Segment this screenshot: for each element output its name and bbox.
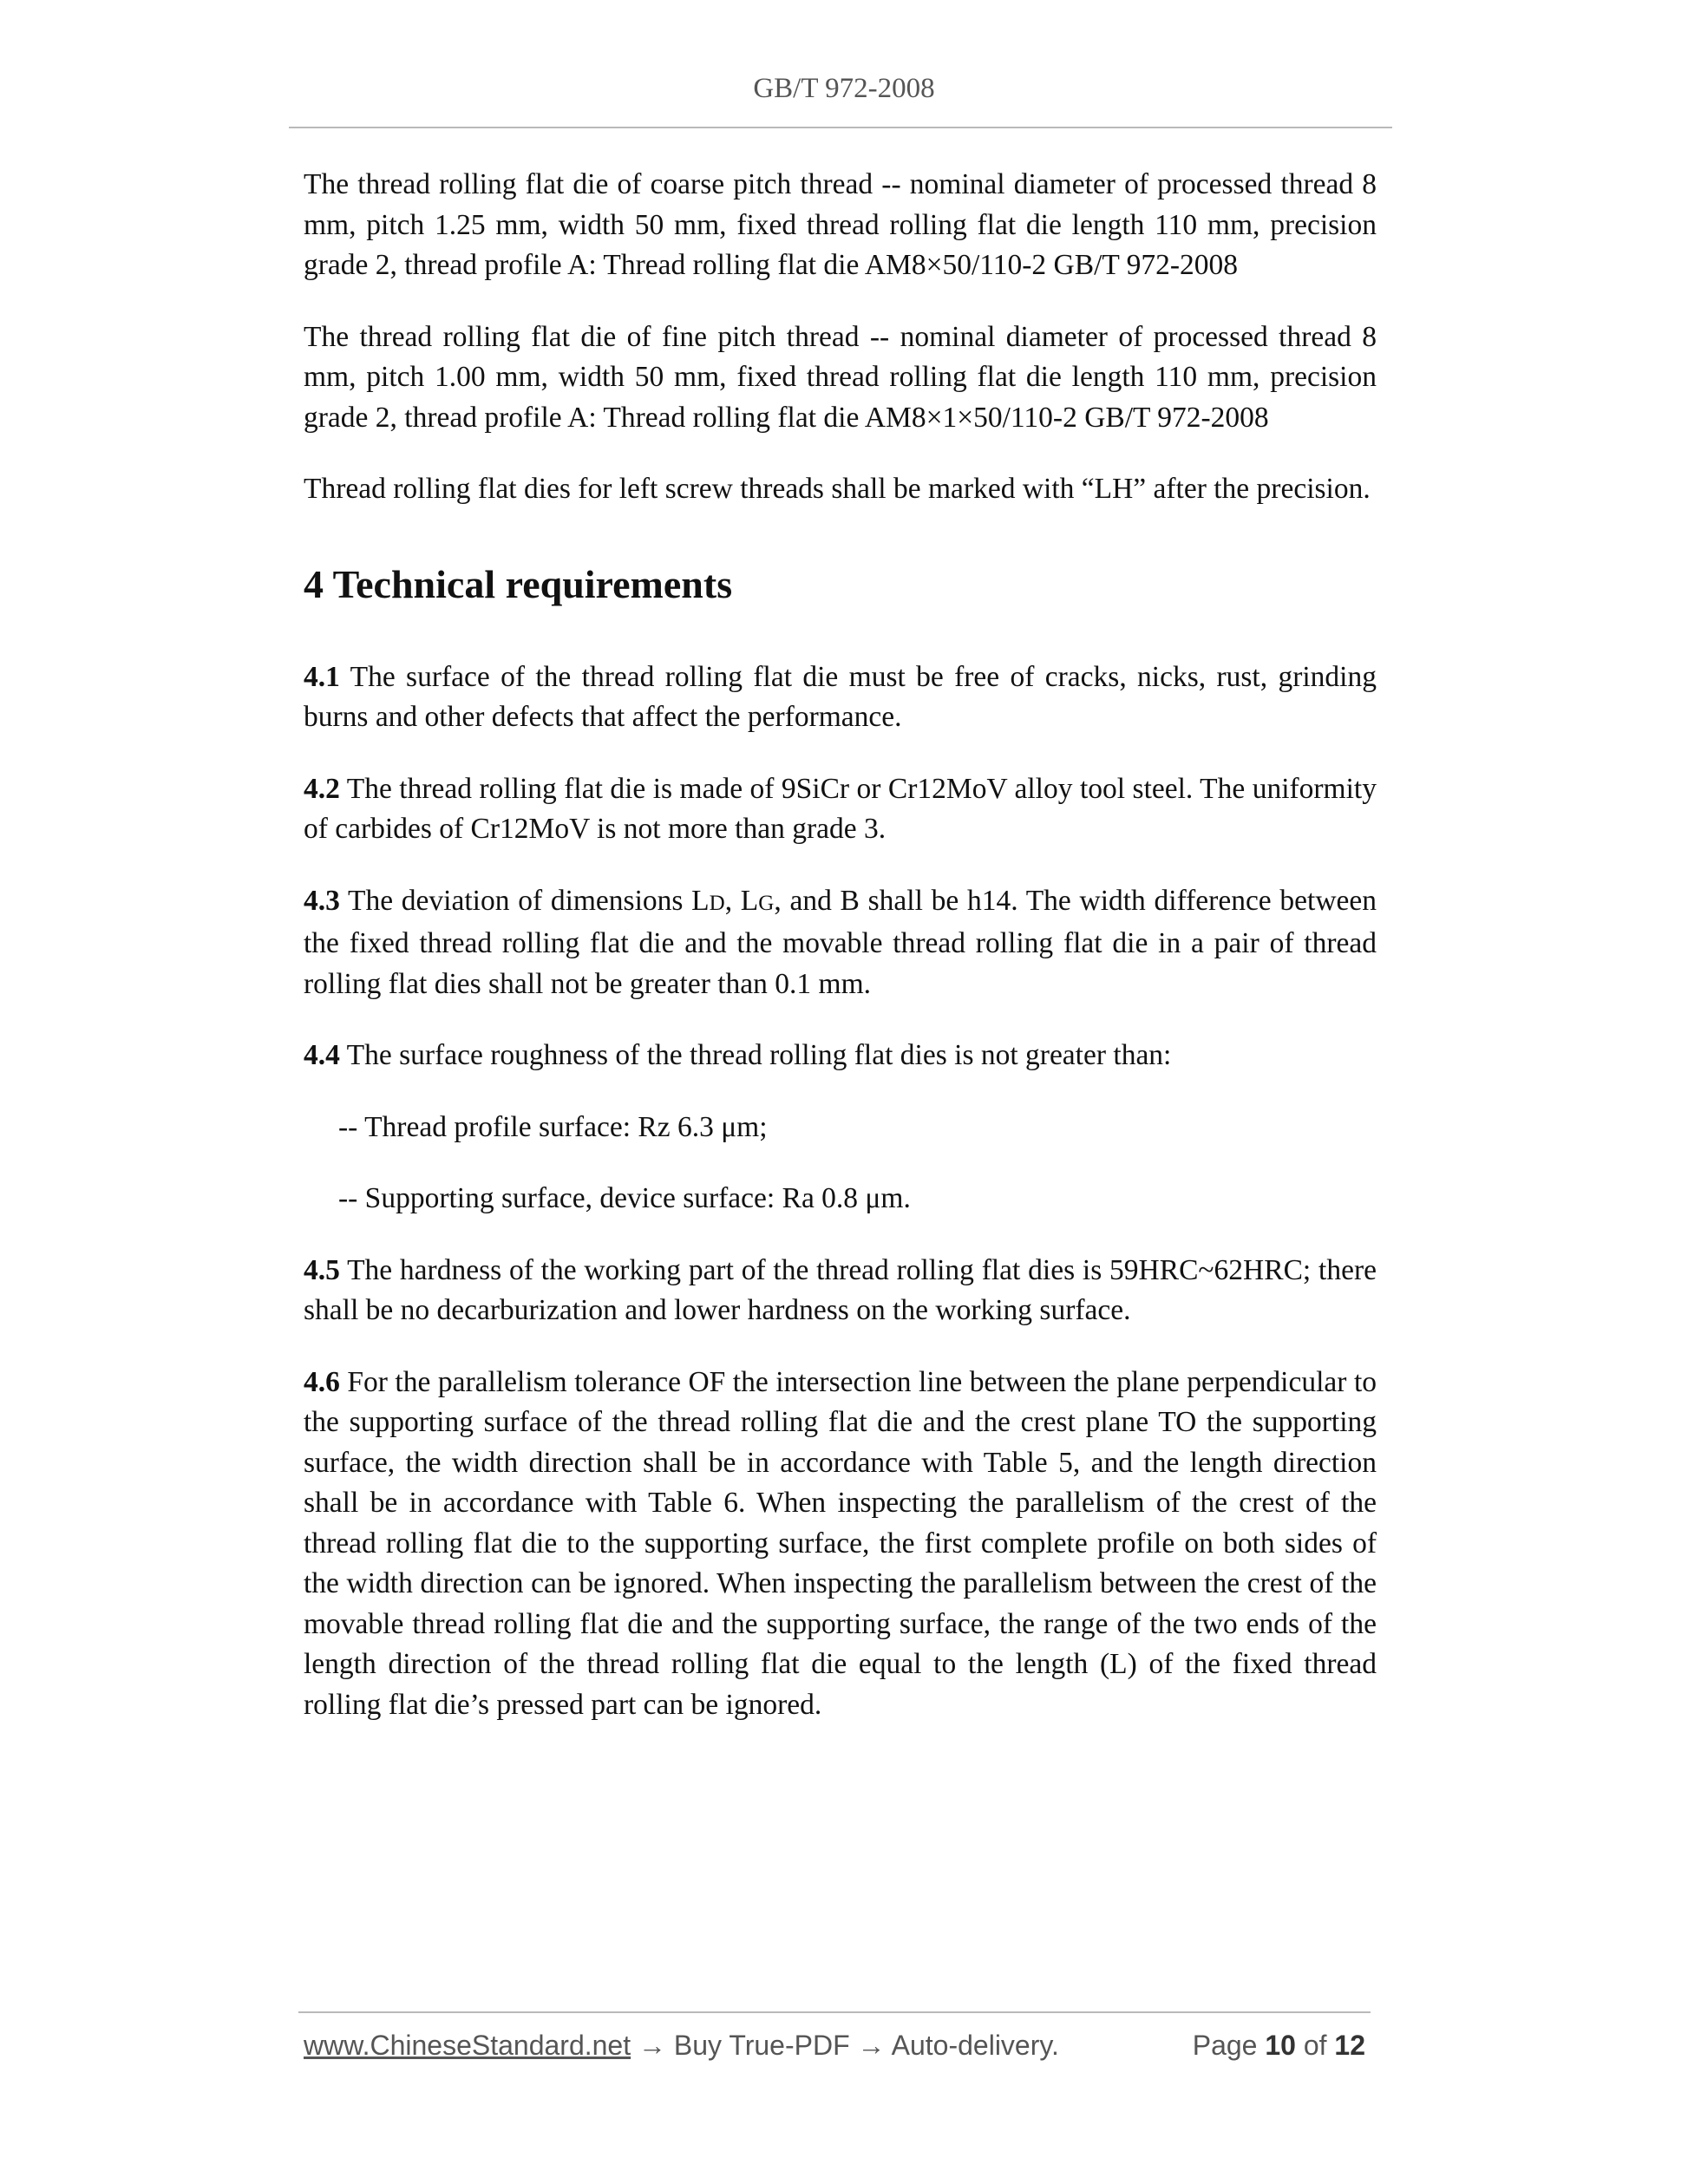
- clause-text: , L: [724, 884, 759, 917]
- arrow-right-icon: →: [857, 2030, 886, 2061]
- website-link[interactable]: www.ChineseStandard.net: [304, 2030, 631, 2061]
- buy-true-pdf-text: Buy True-PDF: [673, 2030, 850, 2061]
- designation-example-fine: The thread rolling flat die of fine pitch thread -- nominal diameter of processed thread 8 mm, pitch 1.00 mm, width 50 mm, fixed thread rolling flat die length 110 mm, precision grade 2, thread profile A: Thread rolling flat die AM8×1×50/110-2 GB/T 972-2008: [304, 320, 1377, 434]
- clause-number: 4.4: [304, 1039, 340, 1071]
- page-number: [1193, 2030, 1365, 2062]
- subscript-g: G: [758, 891, 775, 915]
- designation-example-coarse: The thread rolling flat die of coarse pitch thread -- nominal diameter of processed thread 8 mm, pitch 1.25 mm, width 50 mm, fixed thread rolling flat die length 110 mm, precision grade 2, thread profile A: Thread rolling flat die AM8×50/110-2 GB/T 972-2008: [304, 168, 1377, 281]
- clause-4-4: [304, 1036, 1377, 1076]
- clause-number: 4.3: [304, 884, 340, 917]
- footer-divider: [298, 2011, 1371, 2013]
- page-label: Page: [1192, 2030, 1258, 2061]
- clause-4-5: [304, 1251, 1377, 1331]
- running-header: GB/T 972-2008: [753, 73, 935, 104]
- clause-number: 4.1: [304, 660, 340, 693]
- page-footer: [304, 2030, 1371, 2068]
- clause-4-1: [304, 657, 1377, 738]
- clause-number: 4.5: [304, 1253, 340, 1286]
- of-label: of: [1303, 2030, 1327, 2061]
- auto-delivery-text: Auto-delivery.: [891, 2030, 1059, 2061]
- header-divider: [289, 127, 1392, 128]
- clause-text: The thread rolling flat die is made of 9SiCr or Cr12MoV alloy tool steel. The uniformity of carbides of Cr12MoV is not more than grade 3.: [304, 772, 1377, 845]
- clause-number: 4.2: [304, 772, 340, 805]
- clause-text: The surface of the thread rolling flat die must be free of cracks, nicks, rust, grinding burns and other defects that affect the performance.: [304, 660, 1377, 733]
- clause-text: The deviation of dimensions L: [348, 884, 710, 917]
- list-item: -- Thread profile surface: Rz 6.3 μm;: [338, 1110, 768, 1143]
- left-hand-marking-note: Thread rolling flat dies for left screw threads shall be marked with “LH” after the precision.: [304, 473, 1371, 505]
- subscript-d: D: [709, 891, 725, 915]
- current-page: 10: [1265, 2030, 1296, 2061]
- section-heading: 4 Technical requirements: [304, 561, 733, 606]
- total-pages: 12: [1334, 2030, 1365, 2061]
- list-item: -- Supporting surface, device surface: Ra 0.8 μm.: [338, 1182, 911, 1214]
- clause-text: , and B shall be h14. The width difference between the fixed thread rolling flat die and the movable thread rolling flat die in a pair of thread rolling flat dies shall not be greater than 0.1 mm.: [304, 884, 1377, 1000]
- clause-text: The hardness of the working part of the thread rolling flat dies is 59HRC~62HRC; there shall be no decarburization and lower hardness on the working surface.: [304, 1253, 1377, 1326]
- arrow-right-icon: →: [638, 2030, 666, 2061]
- footer-promo: [304, 2030, 1059, 2062]
- clause-text: The surface roughness of the thread rolling flat dies is not greater than:: [346, 1039, 1172, 1071]
- clause-number: 4.6: [304, 1365, 340, 1398]
- clause-4-3: [304, 881, 1377, 1005]
- clause-4-2: [304, 769, 1377, 850]
- clause-text: For the parallelism tolerance OF the intersection line between the plane perpendicular to the supporting surface of the thread rolling flat die and the crest plane TO the supporting surface, the width direction shall be in accordance with Table 5, and the length direction shall be in accordance with Table 6. When inspecting the parallelism of the crest of the thread rolling flat die to the supporting surface, the first complete profile on both sides of the width direction can be ignored. When inspecting the parallelism between the crest of the movable thread rolling flat die and the supporting surface, the range of the two ends of the length direction of the thread rolling flat die equal to the length (L) of the fixed thread rolling flat die’s pressed part can be ignored.: [304, 1365, 1377, 1721]
- document-body: [304, 165, 1377, 1756]
- clause-4-6: [304, 1363, 1377, 1726]
